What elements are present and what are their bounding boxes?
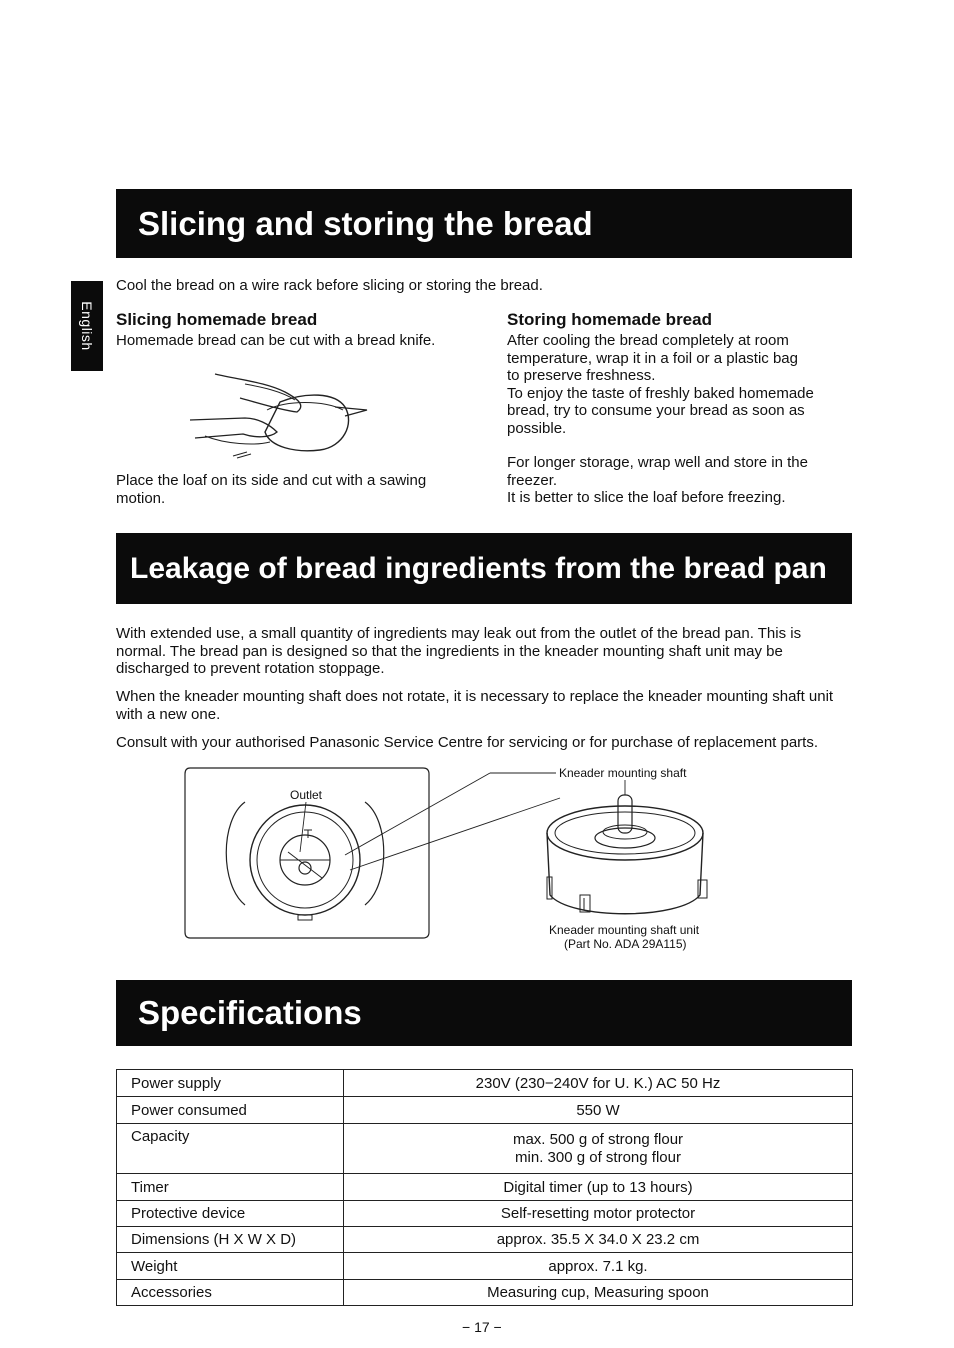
storing-line: freezer.	[507, 471, 558, 489]
storing-line: temperature, wrap it in a foil or a plastic bag	[507, 349, 798, 367]
intro-text: Cool the bread on a wire rack before slicing or storing the bread.	[116, 277, 543, 294]
language-tab	[71, 281, 103, 371]
specifications-table	[116, 1069, 853, 1306]
section-banner-leakage	[116, 533, 852, 604]
page-number: − 17 −	[462, 1319, 502, 1335]
section-title-leakage: Leakage of bread ingredients from the bread pan	[130, 551, 827, 585]
spec-value: 550 W	[344, 1097, 853, 1124]
spec-value	[344, 1124, 853, 1174]
table-row	[117, 1280, 853, 1306]
table-row	[117, 1253, 853, 1280]
storing-line: possible.	[507, 419, 567, 437]
spec-value: Digital timer (up to 13 hours)	[344, 1174, 853, 1201]
storing-line: To enjoy the taste of freshly baked homemade	[507, 384, 814, 402]
storing-line: For longer storage, wrap well and store in the	[507, 454, 808, 471]
spec-label: Power consumed	[117, 1097, 344, 1124]
bread-slicing-illustration	[185, 362, 375, 462]
table-row	[117, 1124, 853, 1174]
slicing-caption-1: Place the loaf on its side and cut with a sawing	[116, 472, 427, 489]
section-banner-specs	[116, 980, 852, 1046]
storing-text	[507, 332, 814, 437]
spec-value-line: min. 300 g of strong flour	[515, 1148, 681, 1166]
spec-label: Accessories	[117, 1280, 344, 1306]
storing-line: bread, try to consume your bread as soon as	[507, 402, 805, 419]
leakage-line: normal. The bread pan is designed so that the ingredients in the kneader mounting shaft unit may be	[116, 642, 783, 660]
spec-value: Self-resetting motor protector	[344, 1201, 853, 1227]
storing-line: It is better to slice the loaf before freezing.	[507, 489, 786, 506]
slicing-text: Homemade bread can be cut with a bread knife.	[116, 332, 436, 349]
leakage-line: discharged to prevent rotation stoppage.	[116, 660, 385, 677]
storing-text-2	[507, 454, 808, 507]
section-banner-slicing	[116, 189, 852, 258]
spec-label: Power supply	[117, 1070, 344, 1097]
shaft-unit-label: Kneader mounting shaft unit	[549, 923, 700, 937]
leakage-line: With extended use, a small quantity of ingredients may leak out from the outlet of the bread pan. This is	[116, 625, 802, 642]
table-row	[117, 1201, 853, 1227]
part-number-label: (Part No. ADA 29A115)	[564, 937, 687, 951]
language-tab-label: English	[79, 301, 95, 351]
spec-value-line: max. 500 g of strong flour	[512, 1130, 684, 1148]
leakage-line: When the kneader mounting shaft does not rotate, it is necessary to replace the kneader mounting shaft unit	[116, 688, 834, 705]
spec-label: Timer	[117, 1174, 344, 1201]
table-row	[117, 1097, 853, 1124]
leakage-para-1	[116, 625, 856, 678]
shaft-label: Kneader mounting shaft	[559, 766, 687, 780]
spec-label: Protective device	[117, 1201, 344, 1227]
slicing-caption-2: motion.	[116, 490, 166, 507]
leakage-line: with a new one.	[116, 705, 221, 723]
section-title-specs: Specifications	[138, 994, 362, 1031]
spec-value: approx. 35.5 X 34.0 X 23.2 cm	[344, 1227, 853, 1253]
storing-line: After cooling the bread completely at room	[507, 332, 789, 349]
table-row	[117, 1174, 853, 1201]
spec-label: Weight	[117, 1253, 344, 1280]
spec-value: 230V (230−240V for U. K.) AC 50 Hz	[344, 1070, 853, 1097]
spec-value: approx. 7.1 kg.	[344, 1253, 853, 1280]
leakage-para-3: Consult with your authorised Panasonic Service Centre for servicing or for purchase of replacement parts.	[116, 734, 819, 751]
bread-pan-diagram	[180, 760, 720, 945]
spec-value: Measuring cup, Measuring spoon	[344, 1280, 853, 1306]
storing-line: to preserve freshness.	[507, 367, 656, 384]
outlet-label: Outlet	[290, 788, 323, 802]
section-title-slicing: Slicing and storing the bread	[138, 204, 593, 242]
storing-heading: Storing homemade bread	[507, 310, 712, 329]
spec-label: Capacity	[117, 1124, 344, 1174]
slicing-heading: Slicing homemade bread	[116, 310, 318, 329]
table-row	[117, 1227, 853, 1253]
table-row	[117, 1070, 853, 1097]
leakage-para-2	[116, 688, 856, 723]
spec-label: Dimensions (H X W X D)	[117, 1227, 344, 1253]
